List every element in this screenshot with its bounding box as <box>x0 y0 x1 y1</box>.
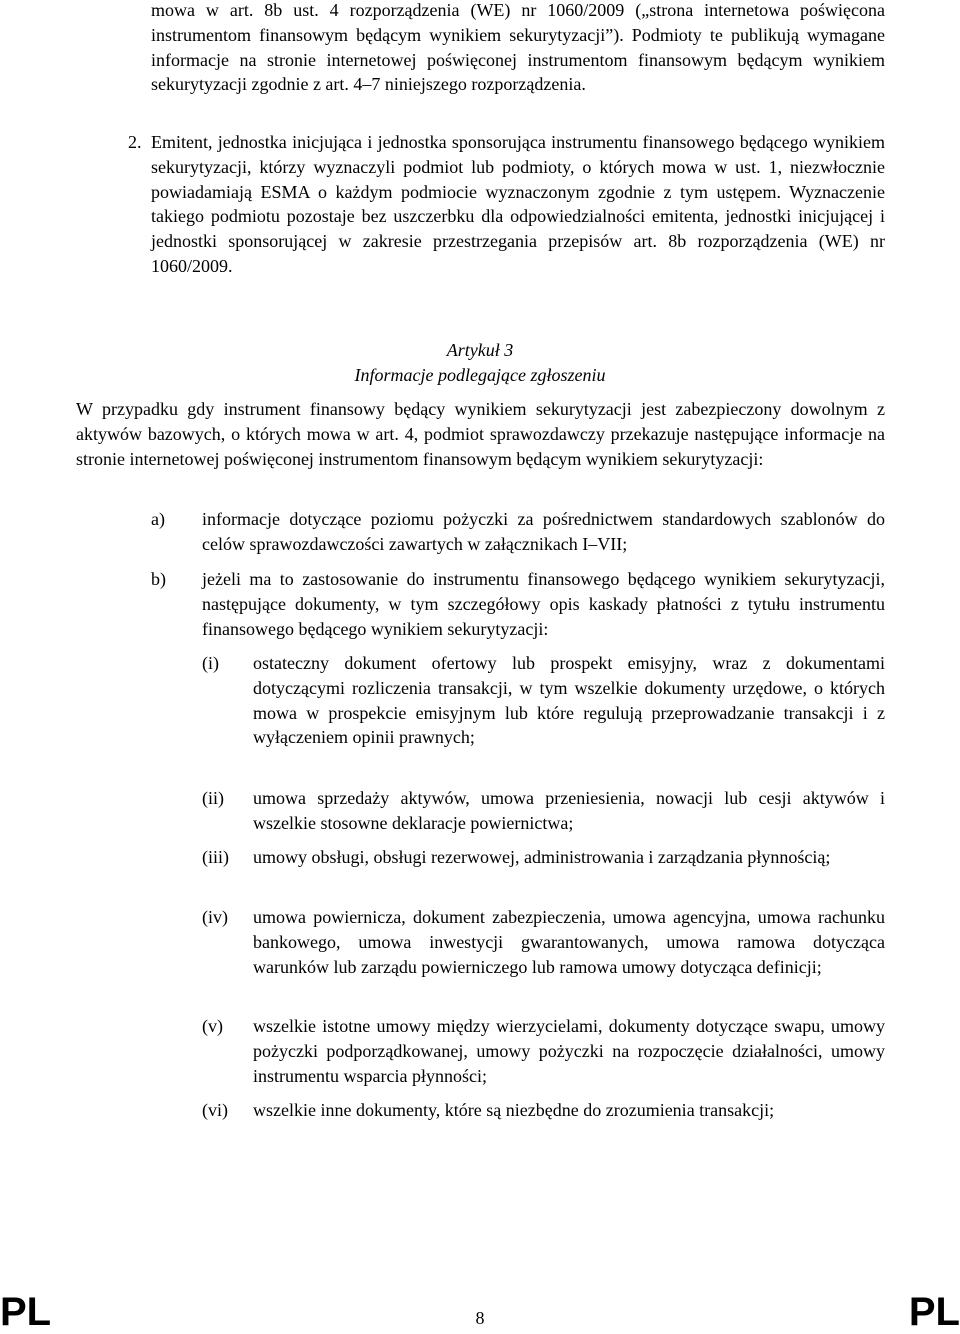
item-b-text: jeżeli ma to zastosowanie do instrumentu finansowego będącego wynikiem sekurytyzacji, następujące dokumenty, w tym szczegółowy opis kaskady płatności z tytułu instrumentu finansowego będącego wynikiem sekurytyzacji: <box>202 569 885 639</box>
subitem-i-text: ostateczny dokument ofertowy lub prospekt emisyjny, wraz z dokumentami dotyczącymi rozliczenia transakcji, w tym wszelkie dokumenty urzędowe, o których mowa w prospekcie emisyjnym lub które regulują przeprowadzanie transakcji i z wyłączeniem opinii prawnych; <box>253 653 885 748</box>
subitem-v-text: wszelkie istotne umowy między wierzycielami, dokumenty dotyczące swapu, umowy pożyczki podporządkowanej, umowy pożyczki na rozpoczęcie działalności, umowy instrumentu wsparcia płynności; <box>253 1016 885 1086</box>
subitem-iii-label: (iii) <box>202 847 229 867</box>
subitem-i-label: (i) <box>202 653 219 673</box>
footer-language-code-right: PL <box>908 1290 960 1334</box>
subitem-iv-label: (iv) <box>202 907 228 927</box>
paragraph-2-number: 2. <box>128 132 142 152</box>
subitem-vi-text: wszelkie inne dokumenty, które są niezbędne do zrozumienia transakcji; <box>253 1100 775 1120</box>
subitem-iii-text: umowy obsługi, obsługi rezerwowej, administrowania i zarządzania płynnością; <box>253 847 831 867</box>
subitem-ii-text: umowa sprzedaży aktywów, umowa przeniesienia, nowacji lub cesji aktywów i wszelkie stosowne deklaracje powiernictwa; <box>253 788 885 833</box>
paragraph-2-text: Emitent, jednostka inicjująca i jednostka sponsorująca instrumentu finansowego będącego wynikiem sekurytyzacji, którzy wyznaczyli podmiot lub podmioty, o których mowa w ust. 1, niezwłocznie powiadamiają ESMA o każdym podmiocie wyznaczonym zgodnie z tym ustępem. Wyznaczenie takiego podmiotu pozostaje bez uszczerbku dla odpowiedzialności emitenta, jednostki inicjującej i jednostki sponsorującej w zakresie przestrzegania przepisów art. 8b rozporządzenia (WE) nr 1060/2009. <box>151 132 885 276</box>
article-title: Artykuł 3 <box>446 340 514 360</box>
page-number: 8 <box>475 1308 485 1328</box>
article-heading <box>76 338 884 388</box>
subitem-v-label: (v) <box>202 1016 223 1036</box>
article-intro: W przypadku gdy instrument finansowy będący wynikiem sekurytyzacji jest zabezpieczony dowolnym z aktywów bazowych, o których mowa w art. 4, podmiot sprawozdawczy przekazuje następujące informacje na stronie internetowej poświęconej instrumentom finansowym będącym wynikiem sekurytyzacji: <box>76 399 885 469</box>
subitem-iv-text: umowa powiernicza, dokument zabezpieczenia, umowa agencyjna, umowa rachunku bankowego, umowa inwestycji gwarantowanych, umowa ramowa dotycząca warunków lub zarządu powierniczego lub ramowa umowy dotycząca definicji; <box>253 907 885 977</box>
subitem-vi-label: (vi) <box>202 1100 228 1120</box>
continuation-paragraph: mowa w art. 8b ust. 4 rozporządzenia (WE) nr 1060/2009 („strona internetowa poświęcona instrumentom finansowym będącym wynikiem sekurytyzacji”). Podmioty te publikują wymagane informacje na stronie internetowej poświęconej instrumentom finansowym będącym wynikiem sekurytyzacji zgodnie z art. 4–7 niniejszego rozporządzenia. <box>151 0 885 95</box>
item-b-label: b) <box>151 569 166 589</box>
subitem-ii-label: (ii) <box>202 788 224 808</box>
item-a-label: a) <box>151 509 165 529</box>
item-a-text: informacje dotyczące poziomu pożyczki za pośrednictwem standardowych szablonów do celów sprawozdawczości zawartych w załącznikach I–VII; <box>202 509 885 554</box>
footer-language-code-left: PL <box>0 1290 52 1334</box>
article-subtitle: Informacje podlegające zgłoszeniu <box>354 365 606 385</box>
